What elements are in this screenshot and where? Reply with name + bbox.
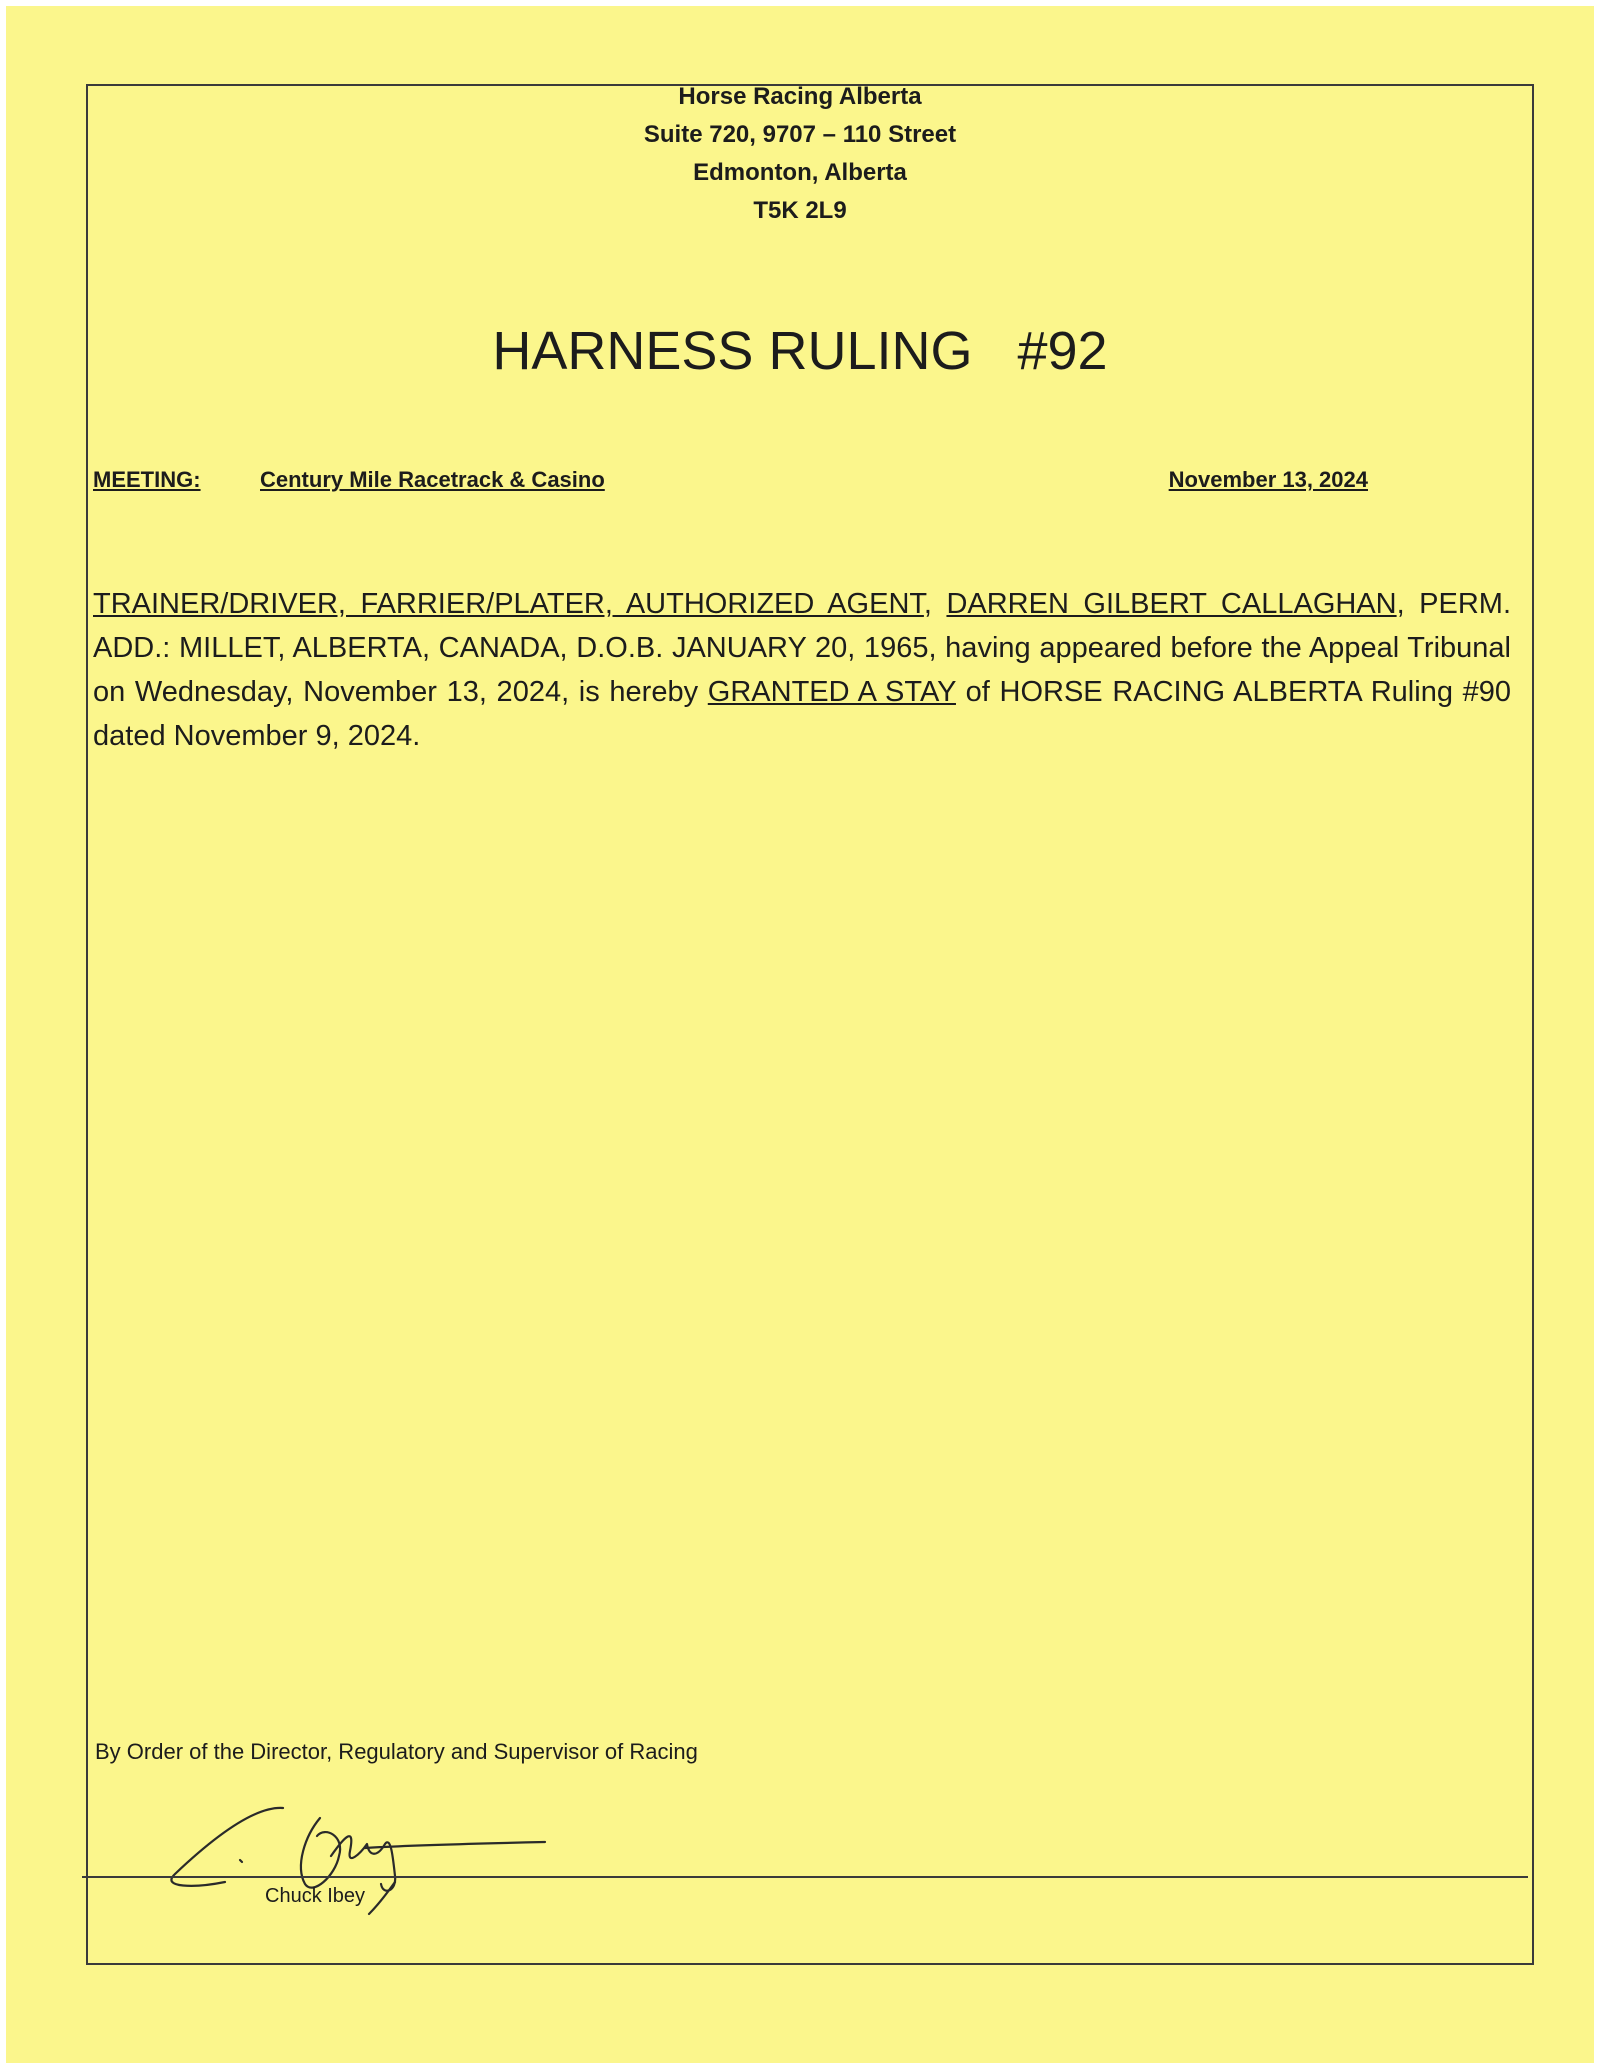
meeting-date: November 13, 2024 — [1168, 467, 1368, 492]
ruling-body — [93, 582, 1511, 758]
ruling-details: , PERM. ADD.: MILLET, ALBERTA, CANADA, D.O.B. JANUARY 20, 1965, having appeared before the Appeal Tribunal on Wednesday, November 13, 2024, is hereby — [93, 588, 1511, 708]
organization-name: Horse Racing Alberta — [678, 83, 922, 110]
order-line: By Order of the Director, Regulatory and Supervisor of Racing — [95, 1739, 698, 1764]
postal-code: T5K 2L9 — [753, 197, 847, 224]
licensee-name: DARREN GILBERT CALLAGHAN — [946, 588, 1397, 620]
letterhead — [0, 78, 1600, 230]
city-line: Edmonton, Alberta — [693, 159, 907, 186]
meeting-row — [93, 464, 1368, 496]
address-line: Suite 720, 9707 – 110 Street — [643, 121, 957, 148]
meeting-label: MEETING: — [93, 467, 201, 492]
signer-name: Chuck Ibey — [265, 1885, 366, 1907]
signature-line — [82, 1876, 1528, 1878]
meeting-venue: Century Mile Racetrack & Casino — [260, 467, 605, 492]
ruling-title: HARNESS RULING #92 — [492, 321, 1108, 381]
licence-roles: TRAINER/DRIVER, FARRIER/PLATER, AUTHORIZED AGENT — [93, 588, 924, 620]
ruling-reference: of HORSE RACING ALBERTA Ruling #90 dated November 9, 2024. — [93, 676, 1512, 752]
ruling-decision: GRANTED A STAY — [707, 676, 956, 708]
separator: , — [923, 588, 947, 620]
